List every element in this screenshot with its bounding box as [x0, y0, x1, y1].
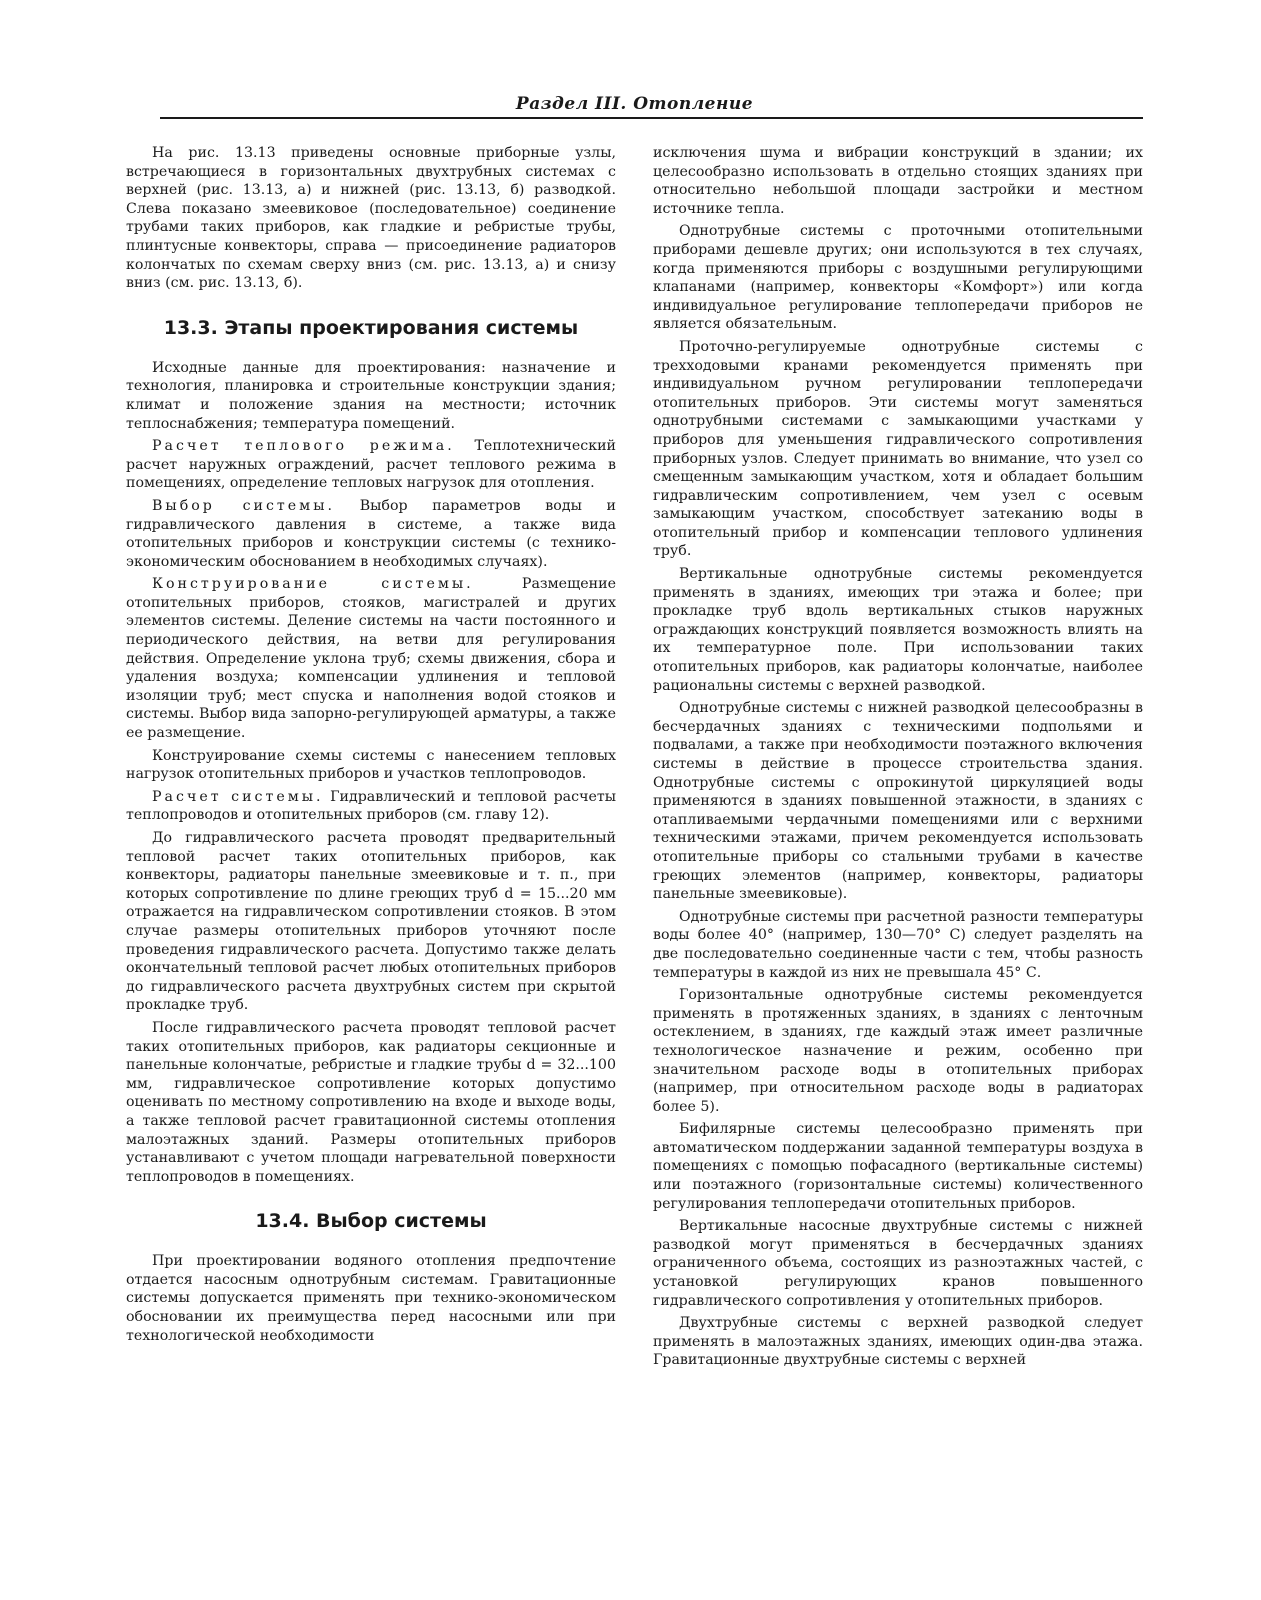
paragraph-pre-hydraulic: До гидравлического расчета проводят предварительный тепловой расчет таких отопительных приборов, как конвекторы, радиаторы панельные змеевиковые и т. п., при которых сопротивление по длине греющих труб d = 15...20 мм отражается на гидравлическом сопротивлении стояков. В этом случае размеры отопительных приборов уточняют после проведения гидравлического расчета. Допустимо также делать окончательный тепловой расчет любых отопительных приборов до гидравлического расчета двухтрубных систем при скрытой прокладке труб.: [126, 830, 616, 1014]
run-in-heading: Расчет системы.: [152, 788, 324, 805]
paragraph-top-distribution: Двухтрубные системы с верхней разводкой следует применять в малоэтажных зданиях, имеющих один-два этажа. Гравитационные двухтрубные системы с верхней: [653, 1315, 1143, 1369]
paragraph-bifilar: Бифилярные системы целесообразно применять при автоматическом поддержании заданной температуры воздуха в помещениях с помощью пофасадного (вертикальные системы) или поэтажного (горизонтальные системы) количественного регулирования теплопередачи отопительных приборов.: [653, 1121, 1143, 1212]
header-rule: [160, 117, 1143, 119]
paragraph-vertical-two-pipe: Вертикальные насосные двухтрубные системы с нижней разводкой могут применяться в бесчердачных зданиях ограниченного объема, состоящих из разноэтажных частей, с установкой регулирующих кранов повышенного гидравлического сопротивления у отопительных приборов.: [653, 1218, 1143, 1309]
paragraph-post-hydraulic: После гидравлического расчета проводят тепловой расчет таких отопительных приборов, как радиаторы секционные и панельные колончатые, ребристые и гладкие трубы d = 32...100 мм, гидравлическое сопротивление которых допустимо оценивать по местному сопротивлению на входе и выходе воды, а также тепловой расчет гравитационной системы отопления малоэтажных зданий. Размеры отопительных приборов устанавливают с учетом площади нагревательной поверхности теплопроводов в помещениях.: [126, 1019, 616, 1185]
paragraph-horizontal-one-pipe: Горизонтальные однотрубные системы рекомендуется применять в протяженных зданиях, в зданиях с ленточным остеклением, в зданиях, где каждый этаж имеет различные технологическое назначение и режим, особенно при значительном расходе воды в отопительных приборах (например, при относительном расходе воды в радиаторах более 5).: [653, 987, 1143, 1115]
paragraph-system-choice: Выбор системы. Выбор параметров воды и гидравлического давления в системе, а также вида отопительных приборов и конструкции системы (с технико-экономическим обоснованием в необходимых случаях).: [126, 497, 617, 570]
paragraph-regulated-systems: Проточно-регулируемые однотрубные системы с трехходовыми кранами рекомендуется применять при индивидуальном ручном регулировании теплопередачи отопительных приборов. Эти системы могут заменяться однотрубными системами с замыкающими участками у приборов для уменьшения гидравлического сопротивления приборных узлов. Следует принимать во внимание, что узел со смещенным замыкающим участком, хотя и обладает большим гидравлическим сопротивлением, чем узел с осевым замыкающим участком, способствует затеканию воды в отопительный прибор и компенсации теплового удлинения труб.: [653, 338, 1143, 560]
paragraph-vertical-one-pipe: Вертикальные однотрубные системы рекомендуется применять в зданиях, имеющих три этажа и более; при прокладке труб вдоль вертикальных стыков наружных ограждающих конструкций появляется возможность влиять на их температурное поле. При использовании таких отопительных приборов, как радиаторы колончатые, наиболее рациональны системы с верхней разводкой.: [653, 566, 1143, 694]
paragraph-bottom-distribution: Однотрубные системы с нижней разводкой целесообразны в бесчердачных зданиях с техническими подпольями и подвалами, а также при необходимости поэтажного включения системы в действие в процессе строительства здания. Однотрубные системы с опрокинутой циркуляцией воды применяются в зданиях повышенной этажности, в зданиях с отапливаемыми чердачными помещениями или с верхними техническими этажами, причем рекомендуется использовать отопительные приборы со стальными трубами в качестве греющих элементов (например, конвекторы, радиаторы панельные змеевиковые).: [653, 700, 1143, 903]
run-in-heading: Конструирование системы.: [152, 576, 474, 593]
paragraph-temperature-difference: Однотрубные системы при расчетной разности температуры воды более 40° (например, 130—70° С) следует разделять на две последовательно соединенные части с тем, чтобы разность температуры в каждой из них не превышала 45° С.: [653, 908, 1143, 981]
text-columns: [126, 144, 1143, 1374]
intro-paragraph: На рис. 13.13 приведены основные приборные узлы, встречающиеся в горизонтальных двухтрубных системах с верхней (рис. 13.13, а) и нижней (рис. 13.13, б) разводкой. Слева показано змеевиковое (последовательное) соединение трубами таких приборов, как гладкие и ребристые трубы, плинтусные конвекторы, справа — присоединение радиаторов колончатых по схемам сверху вниз (см. рис. 13.13, а) и снизу вниз (см. рис. 13.13, б).: [126, 145, 616, 292]
run-in-heading: Расчет теплового режима.: [152, 438, 455, 455]
right-column: [653, 144, 1143, 1374]
section-heading-13-3: 13.3. Этапы проектирования системы: [163, 316, 579, 339]
paragraph-thermal-calc: Расчет теплового режима. Теплотехнический расчет наружных ограждений, расчет теплового режима в помещениях, определение тепловых нагрузок для отопления.: [126, 438, 616, 492]
paragraph-initial-data: Исходные данные для проектирования: назначение и технология, планировка и строительные конструкции здания; климат и положение здания на местности; источник теплоснабжения; температура помещений.: [126, 359, 616, 432]
run-in-heading: Выбор системы.: [152, 497, 336, 514]
paragraph-scheme: Конструирование схемы системы с нанесением тепловых нагрузок отопительных приборов и участков теплопроводов.: [126, 747, 616, 783]
running-header: Раздел III. Отопление: [515, 94, 754, 114]
paragraph-system-calc: Расчет системы. Гидравлический и тепловой расчеты теплопроводов и отопительных приборов (см. главу 12).: [126, 788, 616, 824]
section-heading-13-4: 13.4. Выбор системы: [255, 1210, 487, 1233]
paragraph-water-heating: При проектировании водяного отопления предпочтение отдается насосным однотрубным системам. Гравитационные системы допускается применять при технико-экономическом обосновании их преимущества перед насосными или при технологической необходимости: [126, 1253, 616, 1344]
paragraph-flow-systems: Однотрубные системы с проточными отопительными приборами дешевле других; они используются в тех случаях, когда применяются приборы с воздушными регулирующими клапанами (например, конвекторы «Комфорт») или когда индивидуальное регулирование теплопередачи приборов не является обязательным.: [653, 223, 1143, 333]
paragraph-design: Конструирование системы. Размещение отопительных приборов, стояков, магистралей и других элементов системы. Деление системы на части постоянного и периодического действия, на ветви для регулирования действия. Определение уклона труб; схемы движения, сбора и удаления воздуха; компенсации удлинения и тепловой изоляции труб; мест спуска и наполнения водой стояков и системы. Выбор вида запорно-регулирующей арматуры, а также ее размещение.: [126, 576, 616, 742]
left-column: [126, 144, 616, 1374]
paragraph-continued: исключения шума и вибрации конструкций в здании; их целесообразно использовать в отдельно стоящих зданиях при относительно небольшой площади застройки и местном источнике тепла.: [653, 145, 1143, 217]
